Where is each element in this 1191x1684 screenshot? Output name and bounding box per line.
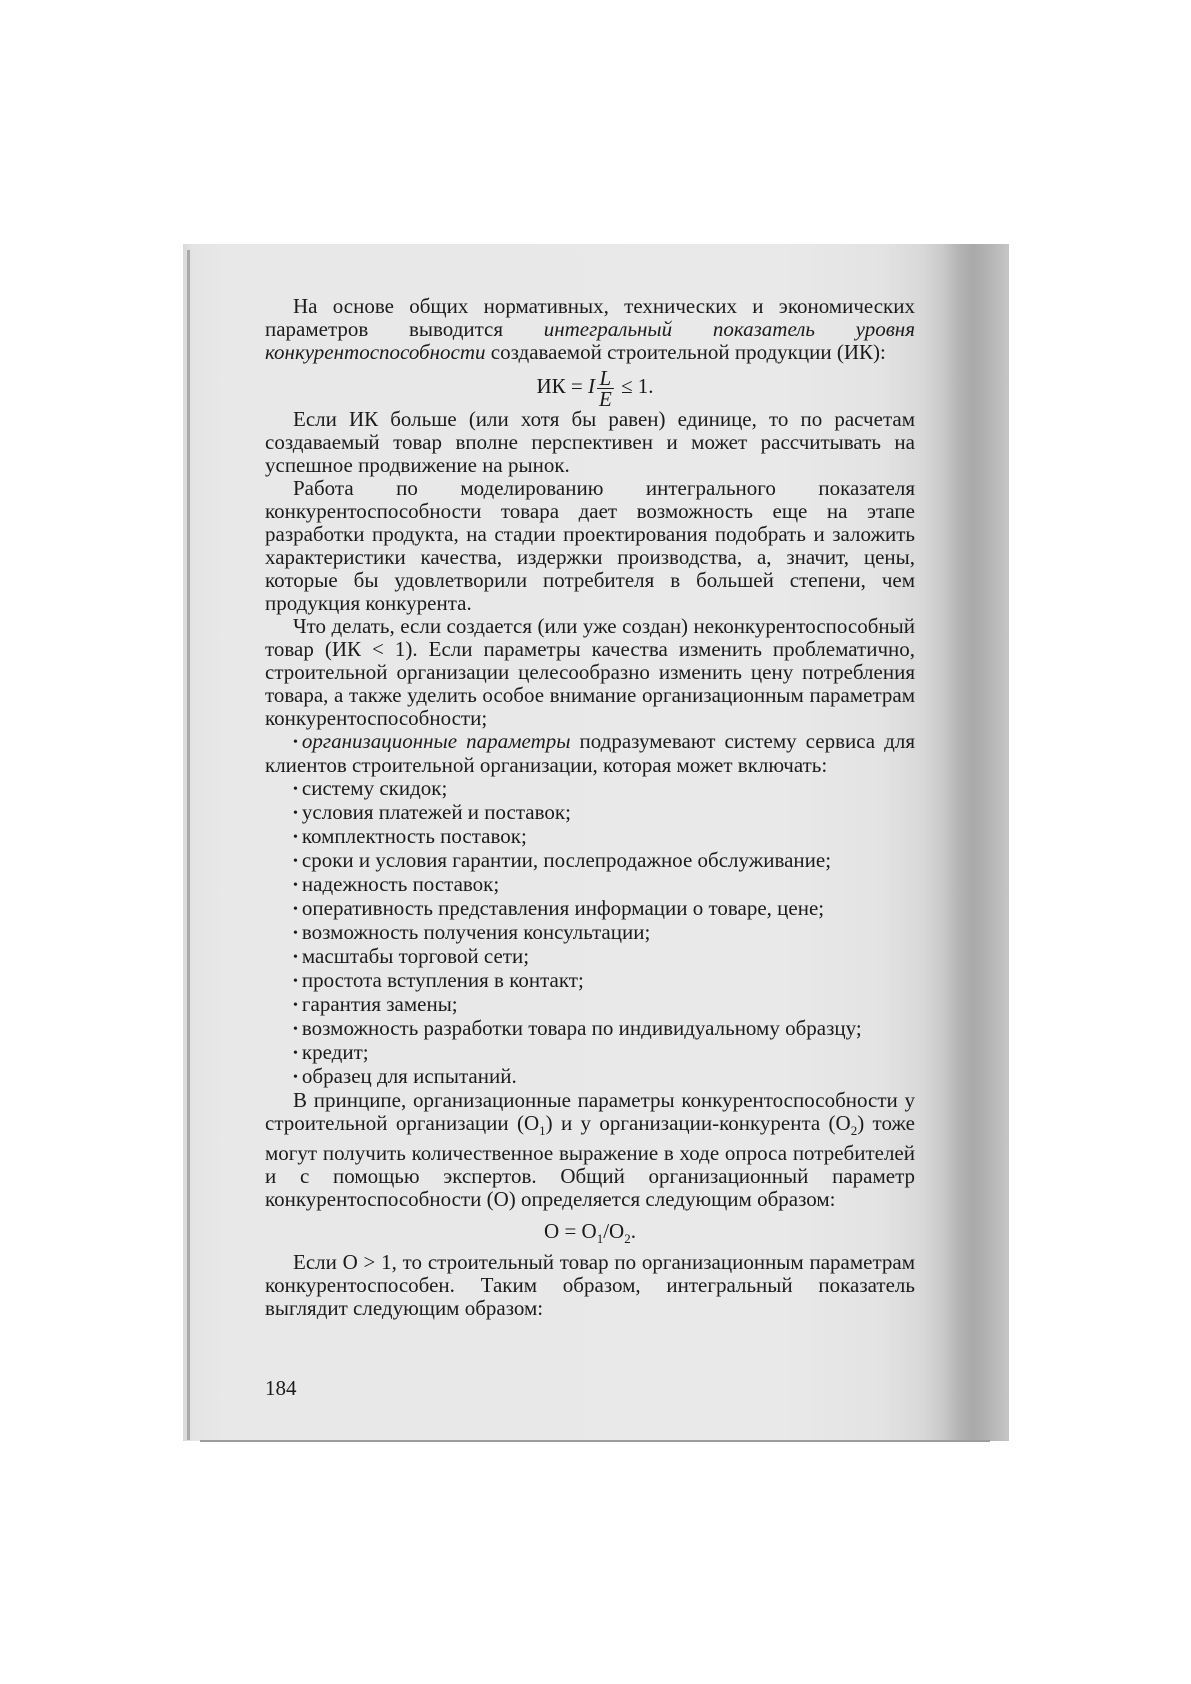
subscript: 2 [624,1231,631,1247]
page-left-edge [187,250,190,1440]
formula-o-end: . [630,1219,636,1244]
list-item: • возможность разработки товара по индивидуальному образцу; [265,1017,915,1041]
formula-o-mid: /O [603,1219,625,1244]
formula-ik-fraction [597,365,614,411]
paragraph-intro-end: создаваемой строительной продукции (ИК): [485,340,886,364]
list-item: • оперативность представления информации о товаре, цене; [265,897,915,921]
fraction-numerator: L [597,368,614,389]
bullet-marker [293,729,302,753]
list-item: • простота вступления в контакт; [265,969,915,993]
page-bottom-edge [200,1440,990,1442]
paragraph-intro-text: На основе общих нормативных, технических и экономических параметров выводится [265,294,915,341]
page-number: 184 [265,1376,297,1400]
formula-ik-i: I [587,374,595,398]
term-integral-indicator: интегральный показатель уровня конкурентоспособности [265,317,915,364]
list-item: • систему скидок; [265,777,915,801]
paragraph-org-params-text: подразумевают систему сервиса для клиентов строительной организации, которая может включать: [265,729,915,777]
list-item: • условия платежей и поставок; [265,801,915,825]
list-item: • масштабы торговой сети; [265,945,915,969]
list-item: • надежность поставок; [265,873,915,897]
page-text [265,295,915,1320]
paragraph-org-params [265,730,915,777]
subscript: 1 [539,1123,546,1139]
paragraph-ik-meaning: Если ИК больше (или хотя бы равен) единице, то по расчетам создаваемый товар вполне перспективен и может рассчитывать на успешное продвижение на рынок. [265,407,915,477]
formula-o-left: O = O [544,1219,597,1244]
list-item: • кредит; [265,1041,915,1065]
formula-ik-left: ИК = [536,374,588,398]
list-item: • образец для испытаний. [265,1065,915,1089]
paragraph-org-compare [265,1089,915,1211]
paragraph-intro [265,295,915,364]
paragraph-uncompetitive: Что делать, если создается (или уже создан) неконкурентоспособный товар (ИК < 1). Если параметры качества изменить проблематично, строительной организации целесообразно изменить цену потребления товара, а также уделить особое внимание организационным параметрам конкурентоспособности; [265,614,915,730]
list-item: • сроки и условия гарантии, послепродажное обслуживание; [265,849,915,873]
list-item: • комплектность поставок; [265,825,915,849]
formula-ik [265,364,915,411]
paragraph-conclusion: Если O > 1, то строительный товар по организационным параметрам конкурентоспособен. Таким образом, интегральный показатель выглядит следующим образом: [265,1250,915,1321]
list-item: • возможность получения консультации; [265,921,915,945]
subscript: 1 [596,1231,604,1247]
fraction-denominator: E [598,386,612,411]
paragraph-org-compare-c: ) тоже могут получить количественное выражение в ходе опроса потребителей и с помощью экспертов. Общий организационный параметр конкурентоспособности (O) определяется следующим образом: [265,1111,915,1212]
service-list [265,777,915,1089]
formula-o [265,1211,915,1251]
paragraph-modeling: Работа по моделированию интегрального показателя конкурентоспособности товара дает возможность еще на этапе разработки продукта, на стадии проектирования подобрать и заложить характеристики качества, издержки производства, а, значит, цены, которые бы удовлетворили потребителя в большей степени, чем продукция конкурента. [265,476,915,615]
list-item: • гарантия замены; [265,993,915,1017]
formula-ik-right: ≤ 1. [615,374,654,398]
subscript: 2 [850,1123,858,1139]
term-org-params: организационные параметры [301,729,571,753]
paragraph-org-compare-a: В принципе, организационные параметры конкурентоспособности у строительной организации (O [265,1088,915,1135]
paragraph-org-compare-b: ) и у организации-конкурента (O [545,1111,851,1135]
